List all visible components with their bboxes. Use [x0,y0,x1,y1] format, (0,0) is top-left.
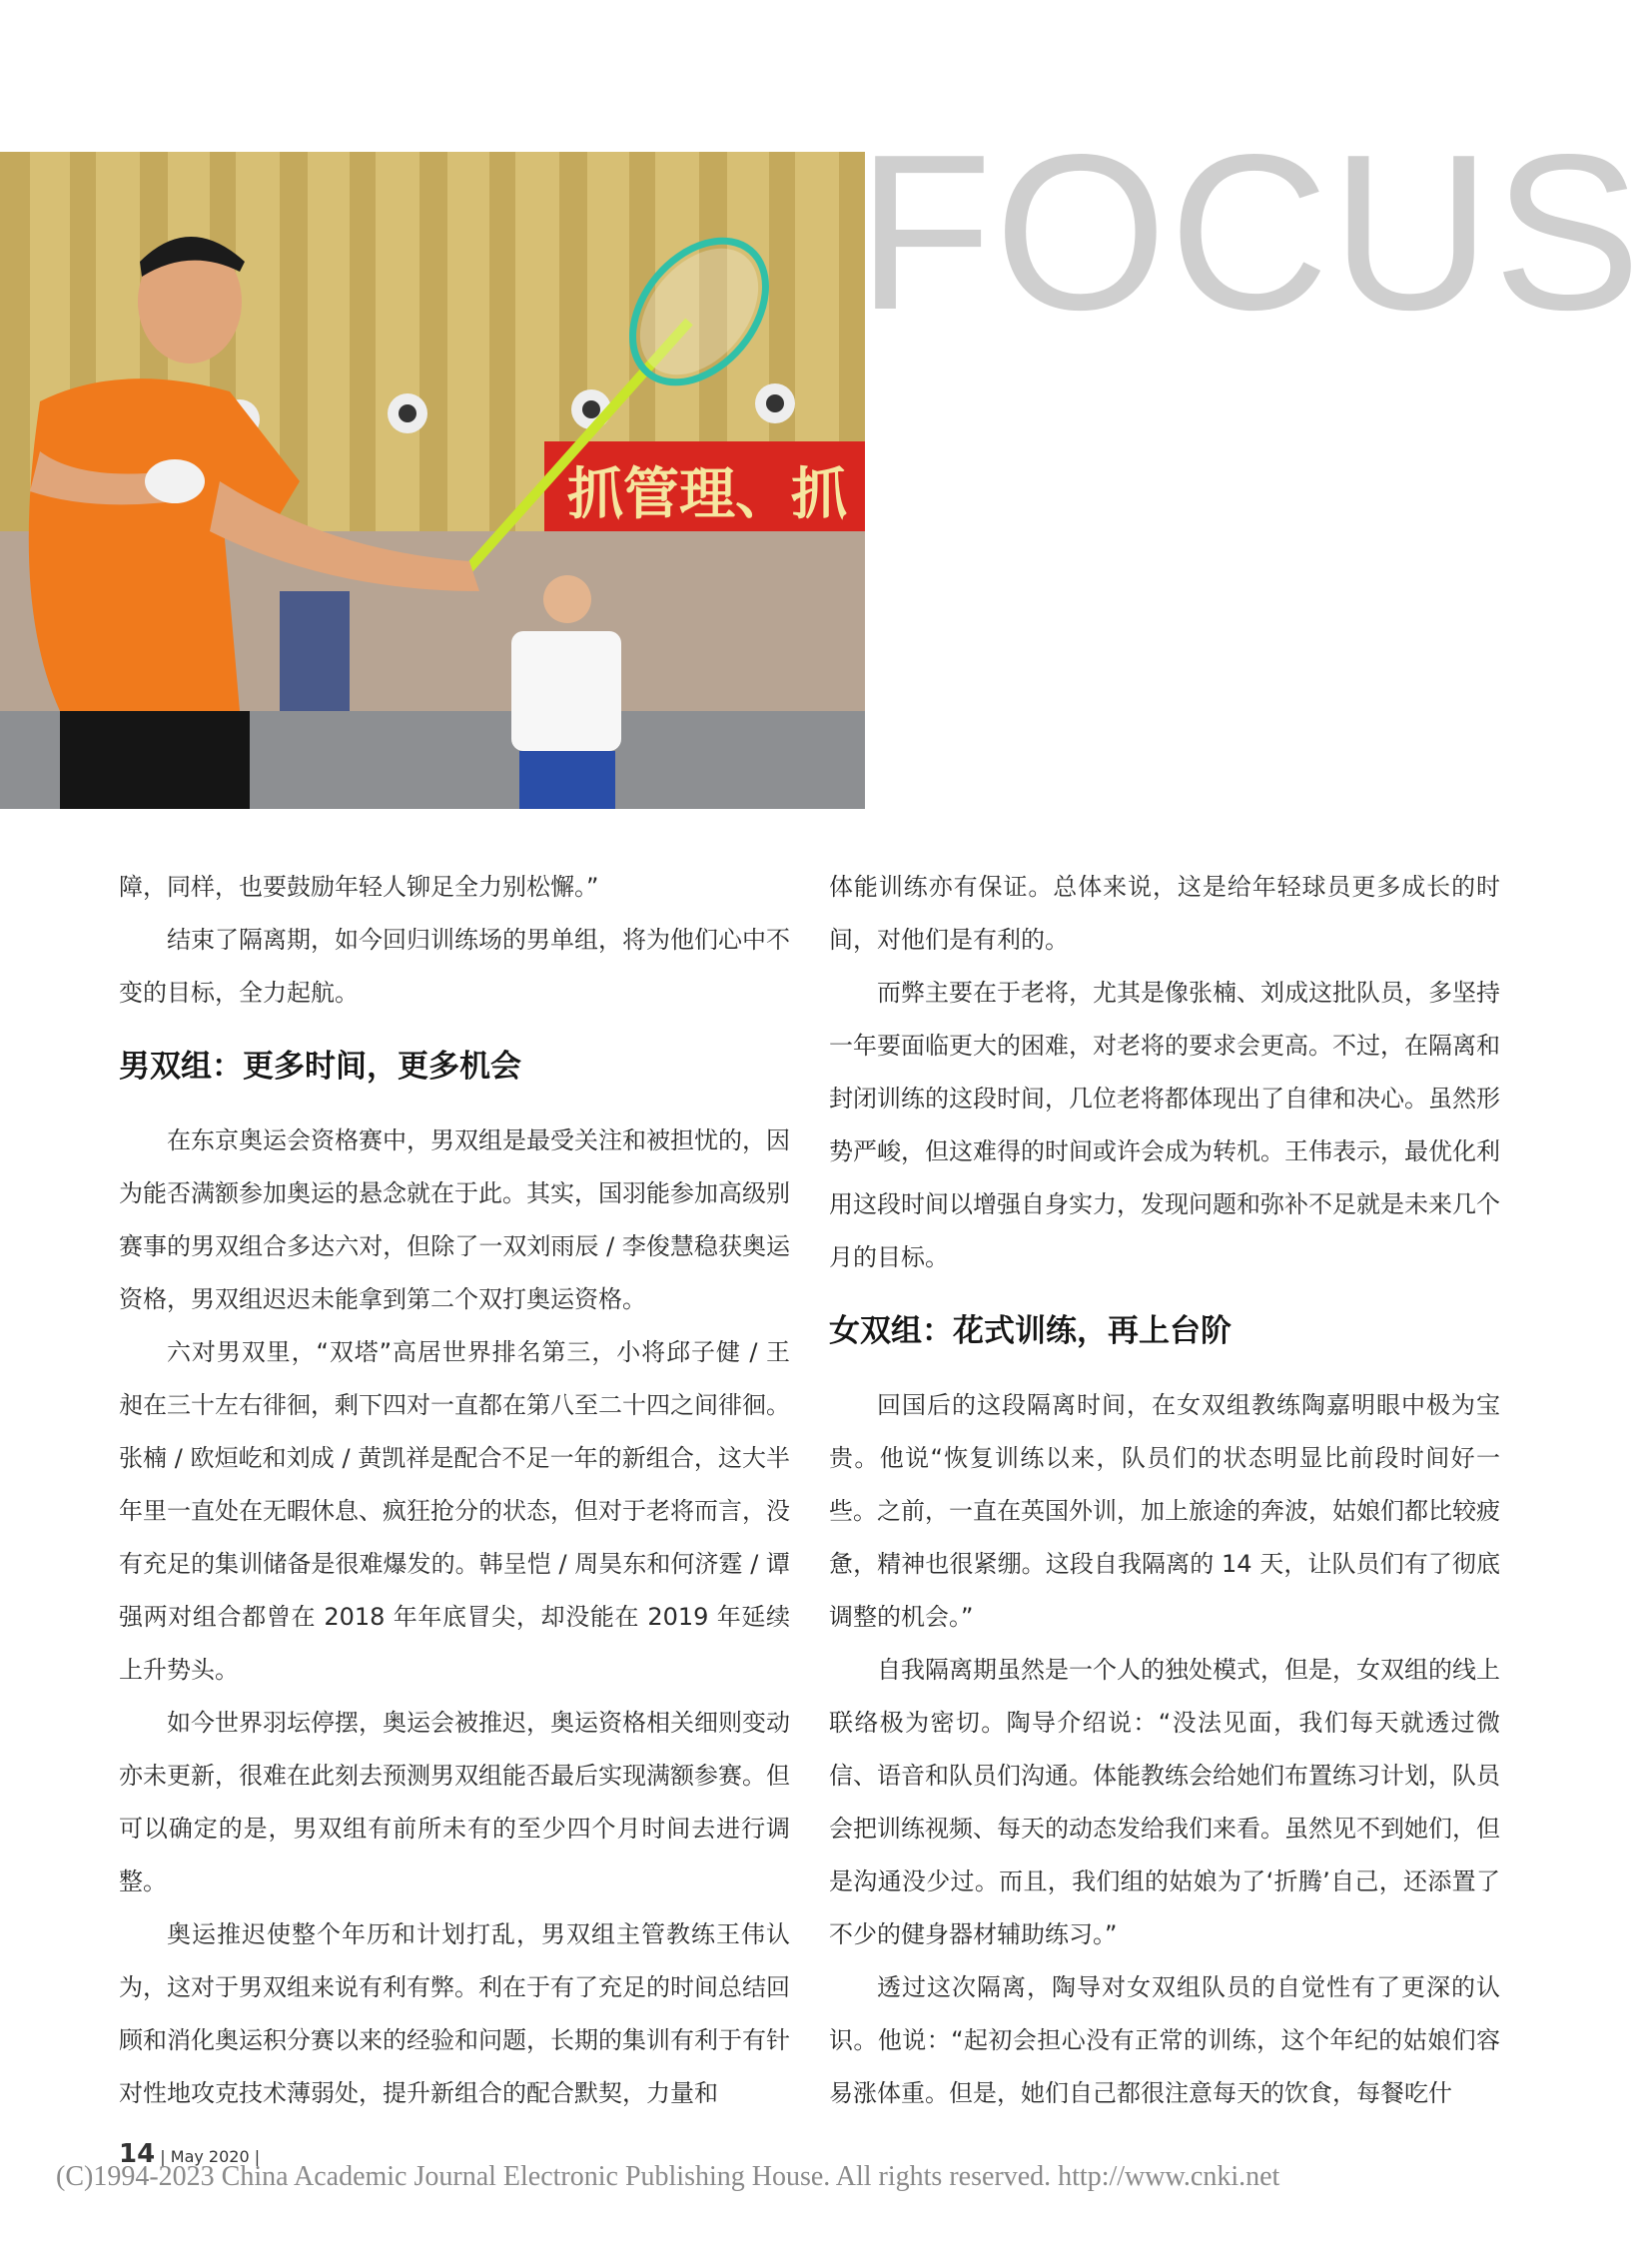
right-text-column [829,861,1500,2120]
section-heading-women-doubles: 女双组：花式训练，再上台阶 [829,1313,1232,1349]
paragraph: 透过这次隔离，陶导对女双组队员的自觉性有了更深的认识。他说：“起初会担心没有正常的训练，这个年纪的姑娘们容易涨体重。但是，她们自己都很注意每天的饮食，每餐吃什 [829,1973,1500,2107]
paragraph: 障，同样，也要鼓励年轻人铆足全力别松懈。” [119,873,599,901]
paragraph: 自我隔离期虽然是一个人的独处模式，但是，女双组的线上联络极为密切。陶导介绍说：“没法见面，我们每天就透过微信、语音和队员们沟通。体能教练会给她们布置练习计划，队员会把训练视频、每天的动态发给我们来看。虽然见不到她们，但是沟通没少过。而且，我们组的姑娘为了‘折腾’自己，还添置了不少的健身器材辅助练习。” [829,1656,1500,1948]
banner-text: 抓管理、抓 [567,462,847,527]
issue-date: | May 2020 | [160,2147,261,2166]
section-title-focus: FOCUS [857,109,1643,357]
paragraph: 如今世界羽坛停摆，奥运会被推迟，奥运资格相关细则变动亦未更新，很难在此刻去预测男双组能否最后实现满额参赛。但可以确定的是，男双组有前所未有的至少四个月时间去进行调整。 [119,1709,790,1895]
paragraph: 回国后的这段隔离时间，在女双组教练陶嘉明眼中极为宝贵。他说“恢复训练以来，队员们的状态明显比前段时间好一些。之前，一直在英国外训，加上旅途的奔波，姑娘们都比较疲惫，精神也很紧绷。这段自我隔离的 14 天，让队员们有了彻底调整的机会。” [829,1391,1500,1631]
page-number: 14 [119,2139,156,2169]
copyright-watermark: (C)1994-2023 China Academic Journal Electronic Publishing House. All rights reserved. http://www.cnki.net [56,2161,1280,2192]
paragraph: 结束了隔离期，如今回归训练场的男单组，将为他们心中不变的目标，全力起航。 [119,926,790,1007]
paragraph: 体能训练亦有保证。总体来说，这是给年轻球员更多成长的时间，对他们是有利的。 [829,873,1500,954]
paragraph: 六对男双里，“双塔”高居世界排名第三，小将邱子健 / 王昶在三十左右徘徊，剩下四对一直都在第八至二十四之间徘徊。张楠 / 欧烜屹和刘成 / 黄凯祥是配合不足一年的新组合，这大半年里一直处在无暇休息、疯狂抢分的状态，但对于老将而言，没有充足的集训储备是很难爆发的。韩呈恺 / 周昊东和何济霆 / 谭强两对组合都曾在 2018 年年底冒尖，却没能在 2019 年延续上升势头。 [119,1338,790,1684]
paragraph: 而弊主要在于老将，尤其是像张楠、刘成这批队员，多坚持一年要面临更大的困难，对老将的要求会更高。不过，在隔离和封闭训练的这段时间，几位老将都体现出了自律和决心。虽然形势严峻，但这难得的时间或许会成为转机。王伟表示，最优化利用这段时间以增强自身实力，发现问题和弥补不足就是未来几个月的目标。 [829,979,1500,1271]
paragraph: 奥运推迟使整个年历和计划打乱，男双组主管教练王伟认为，这对于男双组来说有利有弊。利在于有了充足的时间总结回顾和消化奥运积分赛以来的经验和问题，长期的集训有利于有针对性地攻克技术薄弱处，提升新组合的配合默契，力量和 [119,1920,790,2107]
section-heading-men-doubles: 男双组：更多时间，更多机会 [119,1049,521,1085]
left-text-column [119,861,790,2120]
paragraph: 在东京奥运会资格赛中，男双组是最受关注和被担忧的，因为能否满额参加奥运的悬念就在于此。其实，国羽能参加高级别赛事的男双组合多达六对，但除了一双刘雨辰 / 李俊慧稳获奥运资格，男双组迟迟未能拿到第二个双打奥运资格。 [119,1126,790,1313]
badminton-photo [0,152,865,809]
